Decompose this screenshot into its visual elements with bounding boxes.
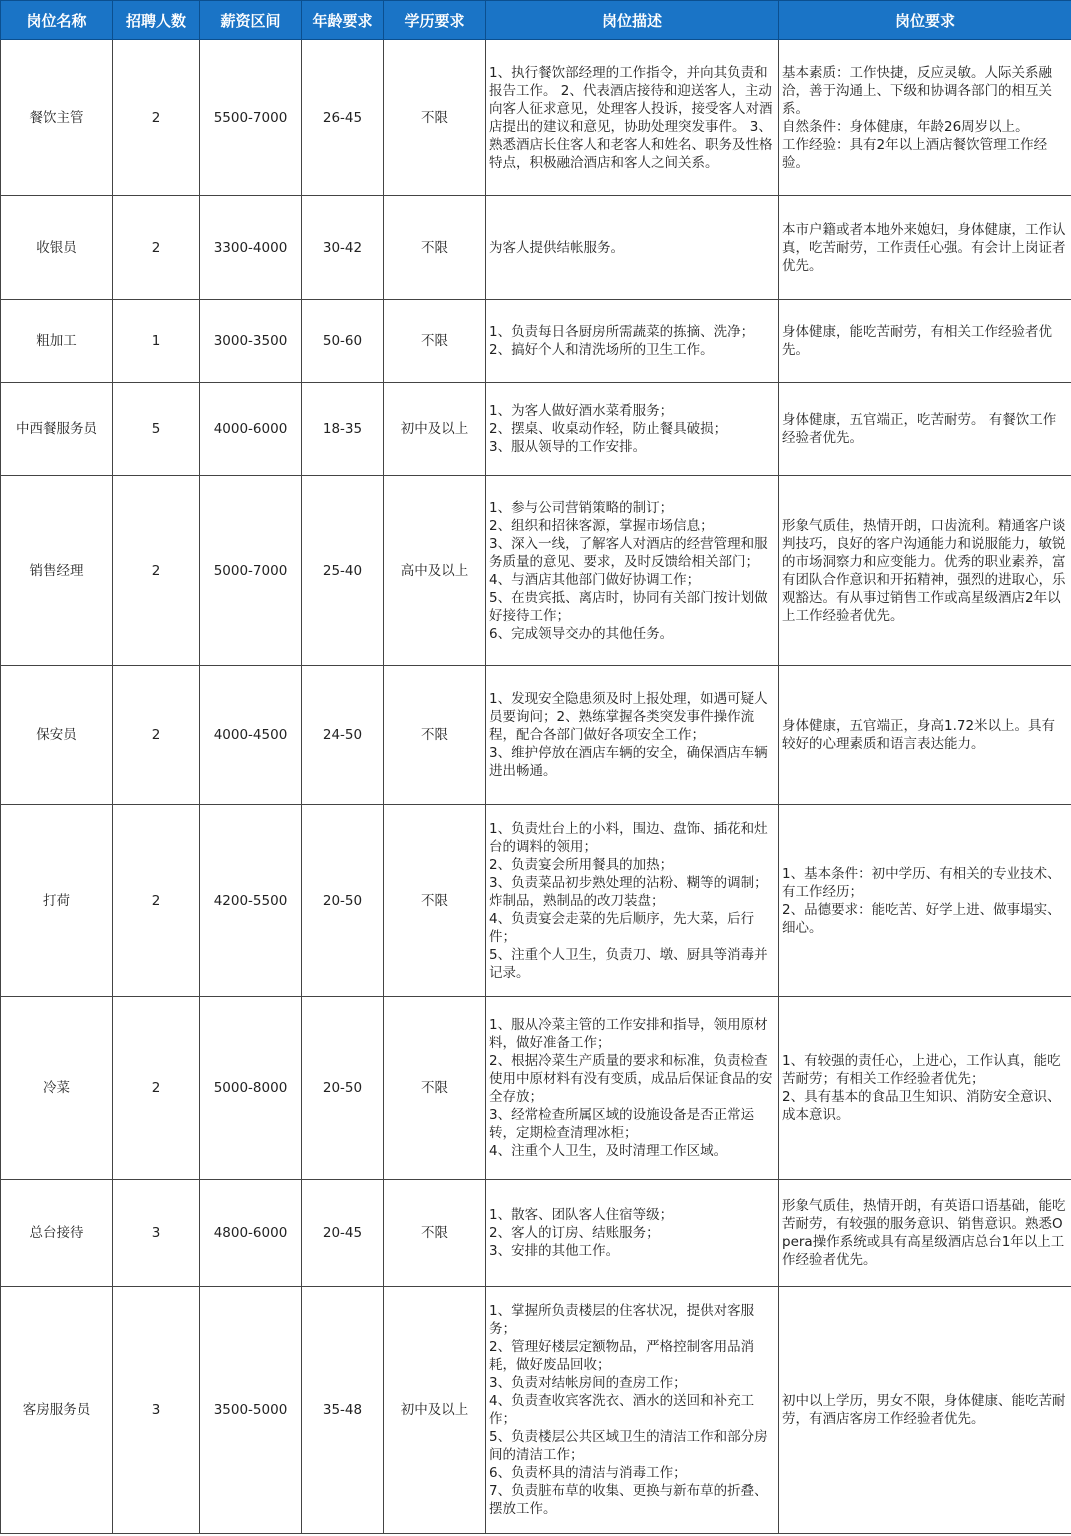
cell-age: 24-50: [302, 666, 384, 805]
cell-headcount: 2: [113, 997, 200, 1180]
cell-requirements: 初中以上学历，男女不限，身体健康、能吃苦耐劳，有酒店客房工作经验者优先。: [779, 1287, 1071, 1534]
table-row: [1, 1180, 1071, 1287]
cell-headcount: 1: [113, 300, 200, 383]
cell-requirements: 本市户籍或者本地外来媳妇，身体健康，工作认真，吃苦耐劳，工作责任心强。有会计上岗证者优先。: [779, 196, 1071, 300]
cell-requirements: 身体健康，五官端正，身高1.72米以上。具有较好的心理素质和语言表达能力。: [779, 666, 1071, 805]
table-row: [1, 1287, 1071, 1534]
cell-salary: 4200-5500: [200, 805, 302, 997]
cell-description: 1、负责每日各厨房所需蔬菜的拣摘、洗净； 2、搞好个人和清洗场所的卫生工作。: [486, 300, 779, 383]
header-row: [1, 1, 1071, 40]
cell-position-name: 餐饮主管: [1, 40, 113, 196]
cell-age: 50-60: [302, 300, 384, 383]
cell-requirements: 基本素质：工作快捷，反应灵敏。人际关系融洽，善于沟通上、下级和协调各部门的相互关系。 自然条件：身体健康，年龄26周岁以上。 工作经验：具有2年以上酒店餐饮管理工作经验。: [779, 40, 1071, 196]
cell-description: 1、为客人做好酒水菜肴服务； 2、摆桌、收桌动作轻，防止餐具破损； 3、服从领导的工作安排。: [486, 383, 779, 476]
cell-headcount: 2: [113, 476, 200, 666]
cell-description: 1、参与公司营销策略的制订； 2、组织和招徕客源，掌握市场信息； 3、深入一线，了解客人对酒店的经营管理和服务质量的意见、要求，及时反馈给相关部门； 4、与酒店其他部门做好协调工作； 5、在贵宾抵、离店时，协同有关部门按计划做好接待工作； 6、完成领导交办的其他任务。: [486, 476, 779, 666]
cell-education: 不限: [384, 666, 486, 805]
table-row: [1, 383, 1071, 476]
table-row: [1, 997, 1071, 1180]
cell-education: 初中及以上: [384, 383, 486, 476]
cell-position-name: 粗加工: [1, 300, 113, 383]
cell-position-name: 冷菜: [1, 997, 113, 1180]
cell-position-name: 收银员: [1, 196, 113, 300]
cell-position-name: 总台接待: [1, 1180, 113, 1287]
cell-salary: 3300-4000: [200, 196, 302, 300]
header-headcount: 招聘人数: [113, 1, 200, 40]
header-salary-range: 薪资区间: [200, 1, 302, 40]
cell-position-name: 销售经理: [1, 476, 113, 666]
cell-headcount: 2: [113, 805, 200, 997]
cell-description: 1、发现安全隐患须及时上报处理，如遇可疑人员要询问；2、熟练掌握各类突发事件操作流程，配合各部门做好各项安全工作； 3、维护停放在酒店车辆的安全，确保酒店车辆进出畅通。: [486, 666, 779, 805]
cell-age: 20-45: [302, 1180, 384, 1287]
cell-position-name: 打荷: [1, 805, 113, 997]
cell-salary: 5000-8000: [200, 997, 302, 1180]
cell-headcount: 3: [113, 1180, 200, 1287]
cell-age: 20-50: [302, 805, 384, 997]
cell-position-name: 中西餐服务员: [1, 383, 113, 476]
header-age-requirement: 年龄要求: [302, 1, 384, 40]
cell-description: 1、执行餐饮部经理的工作指令，并向其负责和报告工作。 2、代表酒店接待和迎送客人，主动向客人征求意见，处理客人投诉，接受客人对酒店提出的建议和意见，协助处理突发事件。 3、熟悉酒店长住客人和老客人和姓名、职务及性格特点，积极融洽酒店和客人之间关系。: [486, 40, 779, 196]
cell-education: 不限: [384, 997, 486, 1180]
cell-requirements: 身体健康，五官端正，吃苦耐劳。 有餐饮工作经验者优先。: [779, 383, 1071, 476]
cell-salary: 4000-6000: [200, 383, 302, 476]
table-row: [1, 476, 1071, 666]
cell-headcount: 2: [113, 40, 200, 196]
table-row: [1, 40, 1071, 196]
table-row: [1, 196, 1071, 300]
cell-position-name: 保安员: [1, 666, 113, 805]
cell-requirements: 1、基本条件：初中学历、有相关的专业技术、有工作经历； 2、品德要求：能吃苦、好学上进、做事塌实、细心。: [779, 805, 1071, 997]
cell-salary: 5000-7000: [200, 476, 302, 666]
table-row: [1, 666, 1071, 805]
cell-age: 20-50: [302, 997, 384, 1180]
cell-education: 不限: [384, 1180, 486, 1287]
cell-salary: 5500-7000: [200, 40, 302, 196]
cell-salary: 3500-5000: [200, 1287, 302, 1534]
table-row: [1, 300, 1071, 383]
cell-requirements: 1、有较强的责任心，上进心，工作认真，能吃苦耐劳；有相关工作经验者优先； 2、具有基本的食品卫生知识、消防安全意识、成本意识。: [779, 997, 1071, 1180]
cell-age: 26-45: [302, 40, 384, 196]
cell-headcount: 2: [113, 196, 200, 300]
cell-description: 1、负责灶台上的小料，围边、盘饰、插花和灶台的调料的领用； 2、负责宴会所用餐具的加热； 3、负责菜品初步熟处理的沾粉、糊等的调制；炸制品，熟制品的改刀装盘； 4、负责宴会走菜的先后顺序，先大菜，后行件； 5、注重个人卫生，负责刀、墩、厨具等消毒并记录。: [486, 805, 779, 997]
cell-age: 30-42: [302, 196, 384, 300]
cell-salary: 4800-6000: [200, 1180, 302, 1287]
cell-description: 1、掌握所负责楼层的住客状况，提供对客服务； 2、管理好楼层定额物品，严格控制客用品消耗，做好废品回收； 3、负责对结帐房间的查房工作； 4、负责查收宾客洗衣、酒水的送回和补充工作； 5、负责楼层公共区域卫生的清洁工作和部分房间的清洁工作； 6、负责杯具的清洁与消毒工作； 7、负责脏布草的收集、更换与新布草的折叠、摆放工作。: [486, 1287, 779, 1534]
header-position-name: 岗位名称: [1, 1, 113, 40]
cell-education: 不限: [384, 805, 486, 997]
header-requirements: 岗位要求: [779, 1, 1071, 40]
cell-education: 不限: [384, 40, 486, 196]
cell-age: 25-40: [302, 476, 384, 666]
cell-description: 1、散客、团队客人住宿等级； 2、客人的订房、结账服务； 3、安排的其他工作。: [486, 1180, 779, 1287]
cell-age: 18-35: [302, 383, 384, 476]
cell-salary: 4000-4500: [200, 666, 302, 805]
cell-headcount: 3: [113, 1287, 200, 1534]
cell-position-name: 客房服务员: [1, 1287, 113, 1534]
table-row: [1, 805, 1071, 997]
cell-salary: 3000-3500: [200, 300, 302, 383]
cell-requirements: 身体健康，能吃苦耐劳，有相关工作经验者优先。: [779, 300, 1071, 383]
cell-education: 不限: [384, 196, 486, 300]
cell-requirements: 形象气质佳，热情开朗，有英语口语基础，能吃苦耐劳，有较强的服务意识、销售意识。熟悉Opera操作系统或具有高星级酒店总台1年以上工作经验者优先。: [779, 1180, 1071, 1287]
cell-education: 初中及以上: [384, 1287, 486, 1534]
cell-education: 高中及以上: [384, 476, 486, 666]
cell-age: 35-48: [302, 1287, 384, 1534]
header-description: 岗位描述: [486, 1, 779, 40]
cell-education: 不限: [384, 300, 486, 383]
header-education: 学历要求: [384, 1, 486, 40]
cell-headcount: 2: [113, 666, 200, 805]
cell-headcount: 5: [113, 383, 200, 476]
cell-requirements: 形象气质佳，热情开朗，口齿流利。精通客户谈判技巧，良好的客户沟通能力和说服能力，敏锐的市场洞察力和应变能力。优秀的职业素养，富有团队合作意识和开拓精神，强烈的进取心，乐观豁达。有从事过销售工作或高星级酒店2年以上工作经验者优先。: [779, 476, 1071, 666]
cell-description: 为客人提供结帐服务。: [486, 196, 779, 300]
cell-description: 1、服从冷菜主管的工作安排和指导，领用原材料，做好准备工作； 2、根据冷菜生产质量的要求和标准，负责检查使用中原材料有没有变质，成品后保证食品的安全存放； 3、经常检查所属区域的设施设备是否正常运转，定期检查清理冰柜； 4、注重个人卫生，及时清理工作区域。: [486, 997, 779, 1180]
